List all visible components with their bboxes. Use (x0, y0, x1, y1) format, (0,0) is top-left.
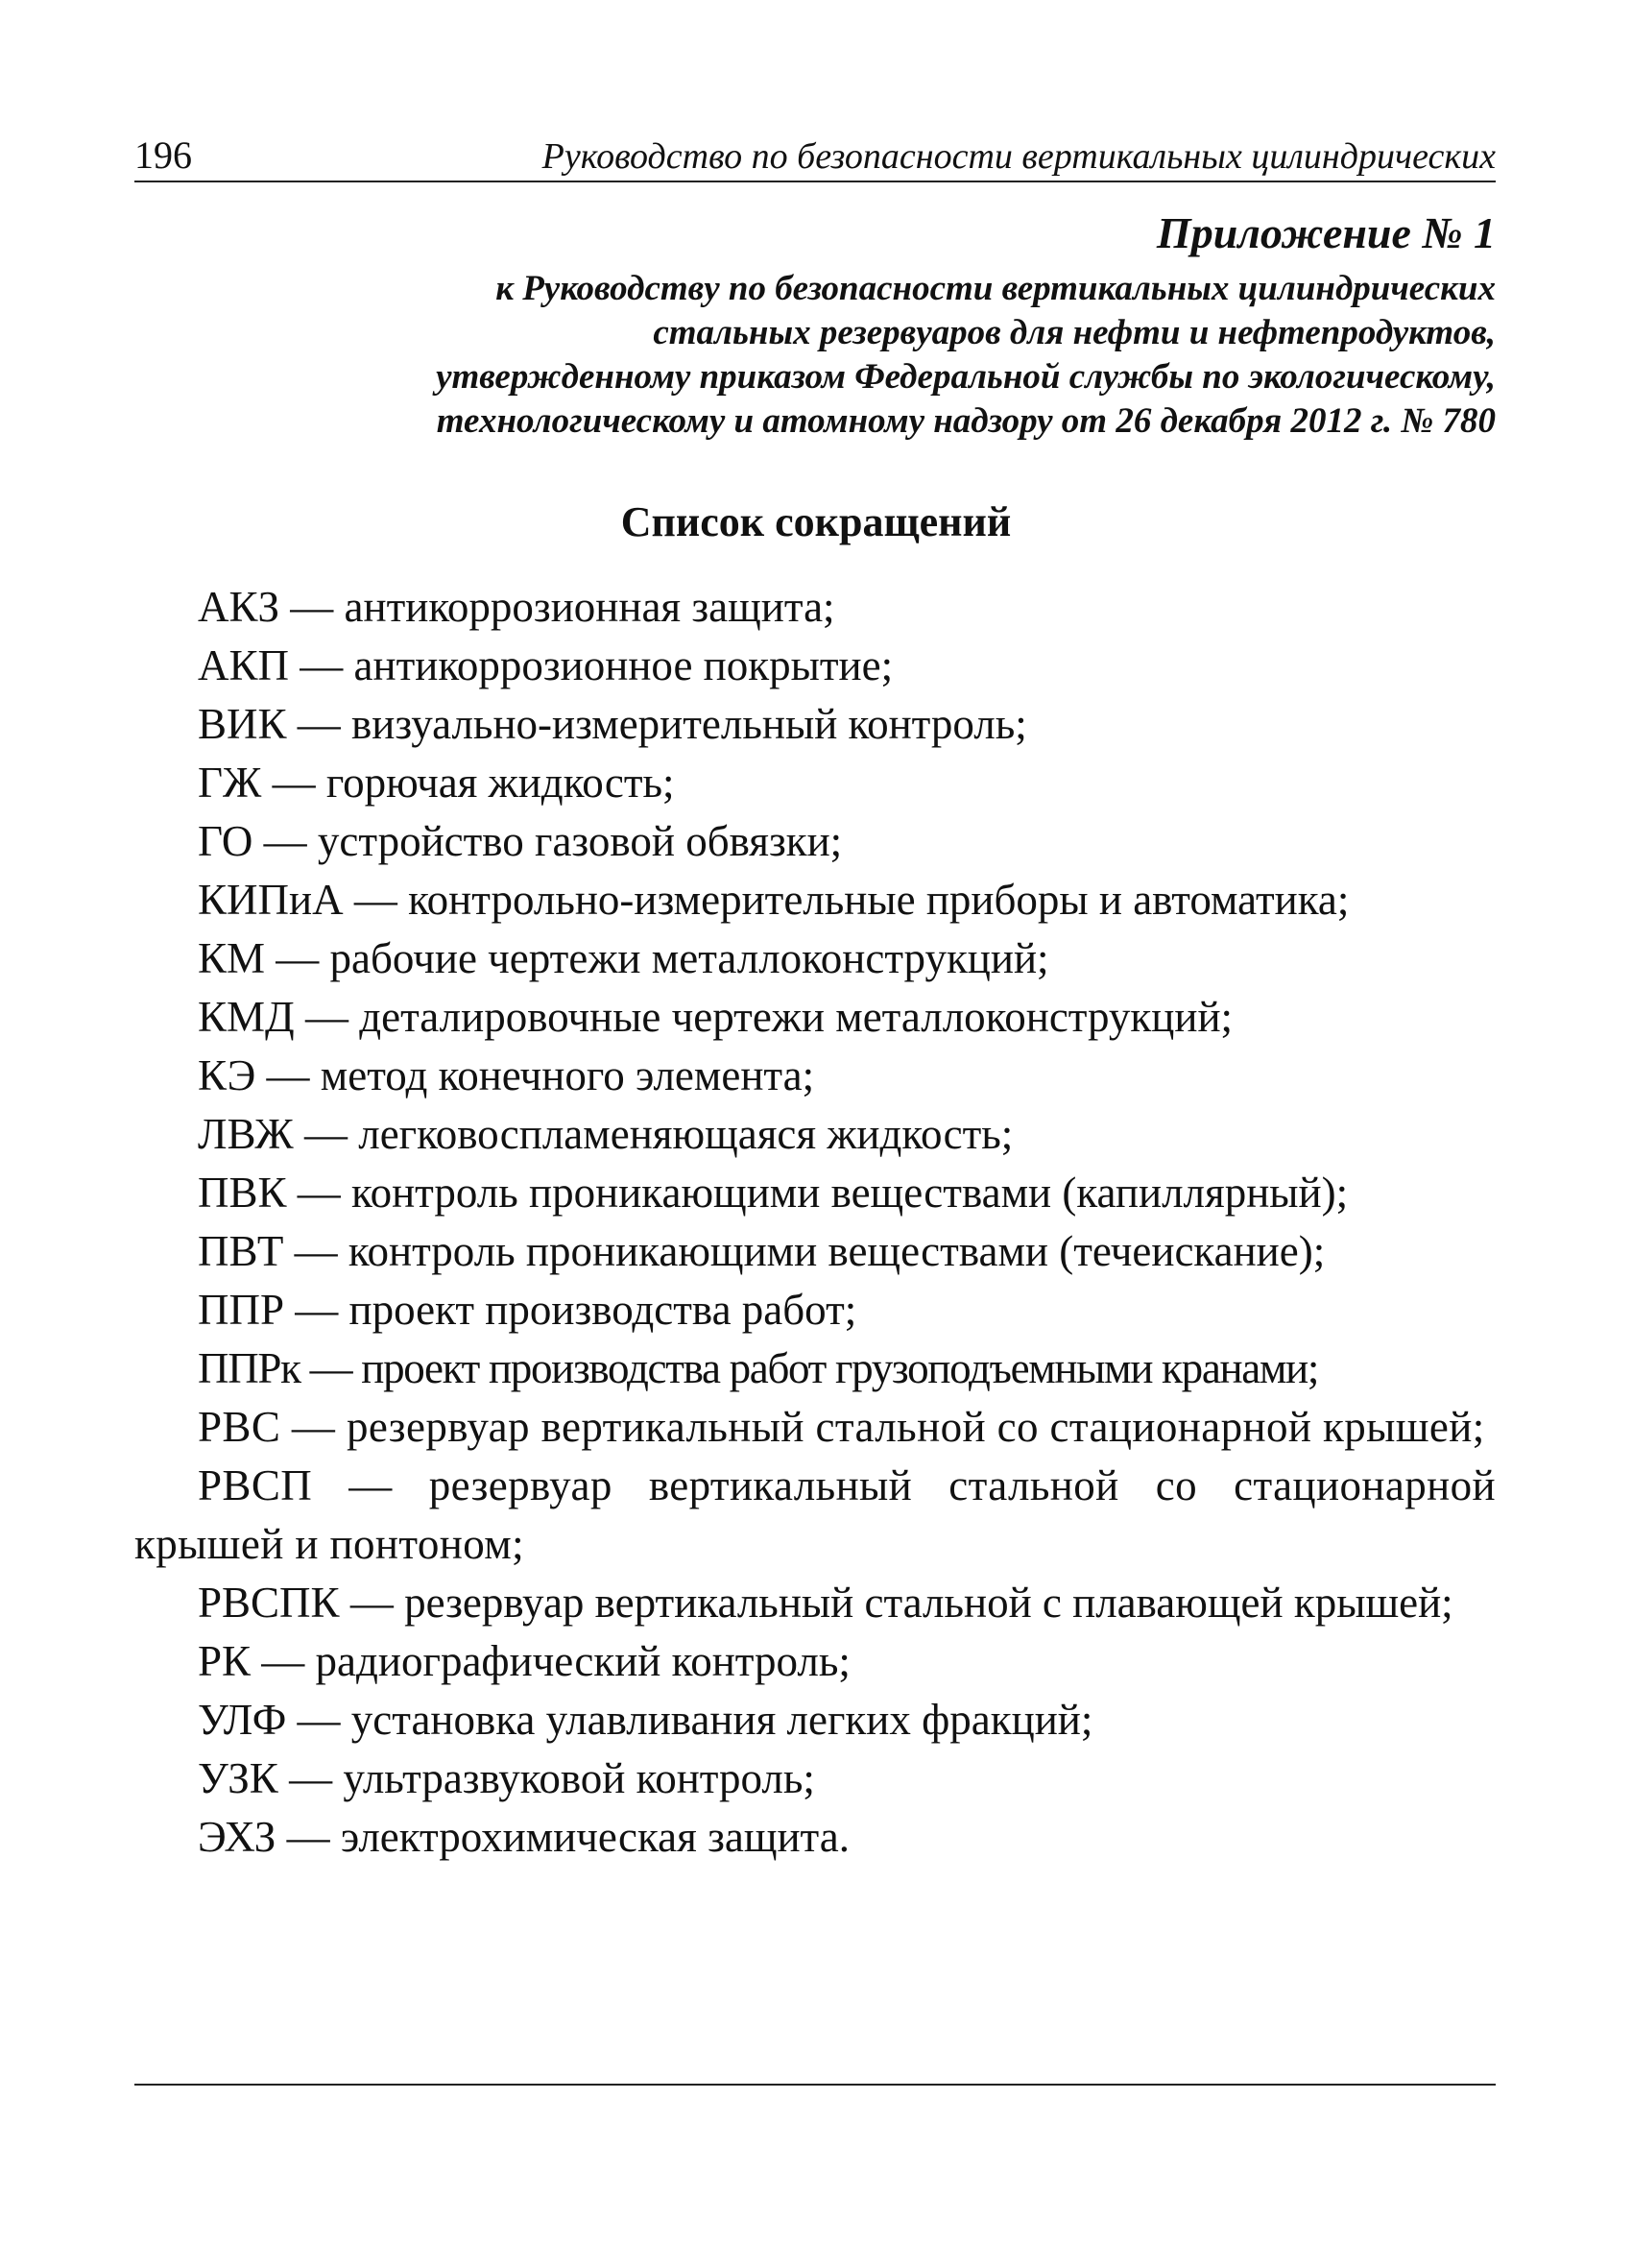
abbreviation-item: КЭ — метод конечного элемента; (198, 1051, 815, 1099)
abbreviation-item: ЛВЖ — легковоспламеняющаяся жидкость; (198, 1110, 1014, 1158)
abbreviation-item: КМ — рабочие чертежи металлоконструкций; (198, 934, 1049, 982)
abbreviation-item: УЗК — ультразвуковой контроль; (198, 1754, 815, 1802)
abbreviation-item: АКП — антикоррозионное покрытие; (198, 641, 894, 689)
abbreviation-item: ВИК — визуально-измерительный контроль; (198, 700, 1027, 748)
abbreviation-item: АКЗ — антикоррозионная защита; (198, 583, 835, 631)
appendix-line: стальных резервуаров для нефти и нефтепродуктов, (653, 313, 1496, 352)
page-number: 196 (134, 133, 192, 177)
abbreviation-item: ПВТ — контроль проникающими веществами (течеискание); (198, 1227, 1326, 1275)
abbreviation-item: КИПиА — контрольно-измерительные приборы и автоматика; (198, 876, 1350, 924)
abbreviation-item: ПВК — контроль проникающими веществами (капиллярный); (198, 1169, 1349, 1217)
abbreviation-item: ППРк — проект производства работ грузоподъемными кранами; (198, 1344, 1319, 1392)
appendix-title: Приложение № 1 (1156, 208, 1496, 257)
running-title: Руководство по безопасности вертикальных цилиндрических (541, 136, 1496, 177)
abbreviation-item: РВСПК — резервуар вертикальный стальной с плавающей крышей; (198, 1579, 1453, 1627)
abbreviation-item: ЭХЗ — электрохимическая защита. (198, 1813, 850, 1861)
footer-divider (134, 2084, 1496, 2086)
abbreviation-item: ППР — проект производства работ; (198, 1286, 857, 1334)
running-header (134, 123, 1496, 182)
abbreviations-title: Список сокращений (620, 498, 1012, 545)
abbreviation-item: КМД — деталировочные чертежи металлоконструкций; (198, 993, 1234, 1041)
abbreviation-item: РК — радиографический контроль; (198, 1637, 851, 1685)
abbreviation-item: УЛФ — установка улавливания легких фракций; (198, 1696, 1093, 1744)
abbreviation-item: ГО — устройство газовой обвязки; (198, 817, 843, 865)
appendix-line: к Руководству по безопасности вертикальных цилиндрических (495, 269, 1496, 308)
abbreviation-item: ГЖ — горючая жидкость; (198, 759, 675, 807)
appendix-line: утвержденному приказом Федеральной службы по экологическому, (436, 357, 1496, 397)
appendix-line: технологическому и атомному надзору от 26 декабря 2012 г. № 780 (436, 401, 1496, 441)
appendix-reference (248, 204, 1496, 444)
abbreviation-item: РВСП — резервуар вертикальный стальной со стационарной крышей и понтоном; (134, 1461, 1496, 1568)
abbreviations-list (134, 578, 1496, 1867)
abbreviation-item: РВС — резервуар вертикальный стальной со стационарной крышей; (198, 1403, 1485, 1451)
